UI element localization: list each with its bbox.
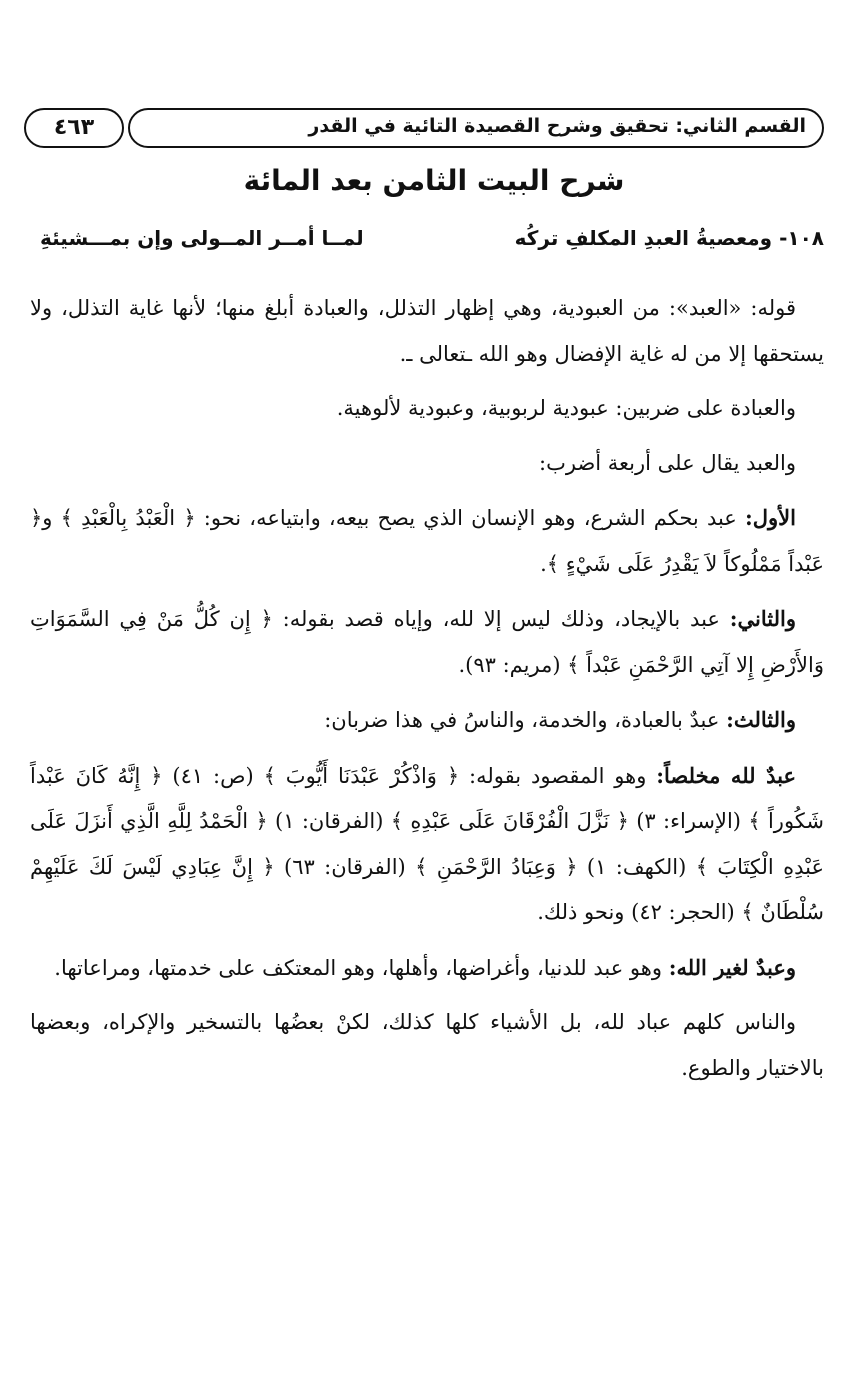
paragraph-first-kind: [30, 495, 824, 587]
first-kind-text: عبد بحكم الشرع، وهو الإنسان الذي يصح بيعه، وابتياعه، نحو: ﴿ الْعَبْدُ بِالْعَبْدِ ﴾ و﴿ عَبْداً مَمْلُوكاً لاَ يَقْدِرُ عَلَى شَيْءٍ ﴾.: [30, 506, 824, 576]
label-third: والثالث:: [726, 707, 796, 732]
paragraph-third-kind: [30, 697, 824, 744]
sincere-servant-text: وهو المقصود بقوله: ﴿ وَاذْكُرْ عَبْدَنَا أَيُّوبَ ﴾ (ص: ٤١) ﴿ إِنَّهُ كَانَ عَبْداً شَكُوراً ﴾ (الإسراء: ٣) ﴿ نَزَّلَ الْفُرْقَانَ عَلَى عَبْدِهِ ﴾ (الفرقان: ١) ﴿ الْحَمْدُ لِلَّهِ الَّذِي أَنزَلَ عَلَى عَبْدِهِ الْكِتَابَ ﴾ (الكهف: ١) ﴿ وَعِبَادُ الرَّحْمَنِ ﴾ (الفرقان: ٦٣) ﴿ إِنَّ عِبَادِي لَيْسَ لَكَ عَلَيْهِمْ سُلْطَانٌ ﴾ (الحجر: ٤٢) ونحو ذلك.: [30, 763, 824, 924]
other-servant-text: وهو عبد للدنيا، وأغراضها، وأهلها، وهو المعتكف على خدمتها، ومراعاتها.: [54, 955, 662, 980]
label-first: الأول:: [745, 505, 796, 530]
label-second: والثاني:: [729, 606, 796, 631]
paragraph-sincere-servant: [30, 753, 824, 936]
body-text: [30, 286, 824, 1100]
verse-first-hemistich: ١٠٨- ومعصيةُ العبدِ المكلفِ تركُه: [514, 226, 824, 250]
paragraph-all-servants: والناس كلهم عباد لله، بل الأشياء كلها كذلك، لكنْ بعضُها بالتسخير والإكراه، وبعضها بالاختيار والطوع.: [30, 1010, 824, 1080]
paragraph-two-kinds: والعبادة على ضربين: عبودية لربوبية، وعبودية لألوهية.: [336, 396, 796, 420]
running-header-title: القسم الثاني: تحقيق وشرح القصيدة التائية في القدر: [308, 115, 806, 137]
third-kind-text: عبدٌ بالعبادة، والخدمة، والناسُ في هذا ضربان:: [324, 708, 720, 732]
verse-second-hemistich: لمــا أمــر المــولى وإن بمـــشيئةِ: [40, 226, 364, 250]
section-heading: شرح البيت الثامن بعد المائة: [243, 164, 625, 197]
page-number: ٤٦٣: [53, 115, 95, 140]
paragraph-four-kinds: والعبد يقال على أربعة أضرب:: [539, 450, 796, 475]
second-kind-text: عبد بالإيجاد، وذلك ليس إلا لله، وإياه قصد بقوله: ﴿ إِن كُلُّ مَنْ فِي السَّمَوَاتِ وَالأَرْضِ إِلا آتِي الرَّحْمَنِ عَبْداً ﴾ (مريم: ٩٣).: [30, 607, 824, 677]
label-sincere: عبدٌ لله مخلصاً:: [656, 762, 796, 788]
paragraph-second-kind: [30, 596, 824, 688]
running-header: [128, 108, 824, 148]
paragraph-other-servant: [30, 945, 824, 992]
page-number-box: [24, 108, 124, 148]
poem-verse: [40, 222, 824, 262]
label-other: وعبدٌ لغير الله:: [668, 954, 796, 980]
paragraph-definition: قوله: «العبد»: من العبودية، وهي إظهار التذلل، والعبادة أبلغ منها؛ لأنها غاية التذلل، ولا يستحقها إلا من له غاية الإفضال وهو الله ـتعالى ـ.: [30, 296, 824, 366]
